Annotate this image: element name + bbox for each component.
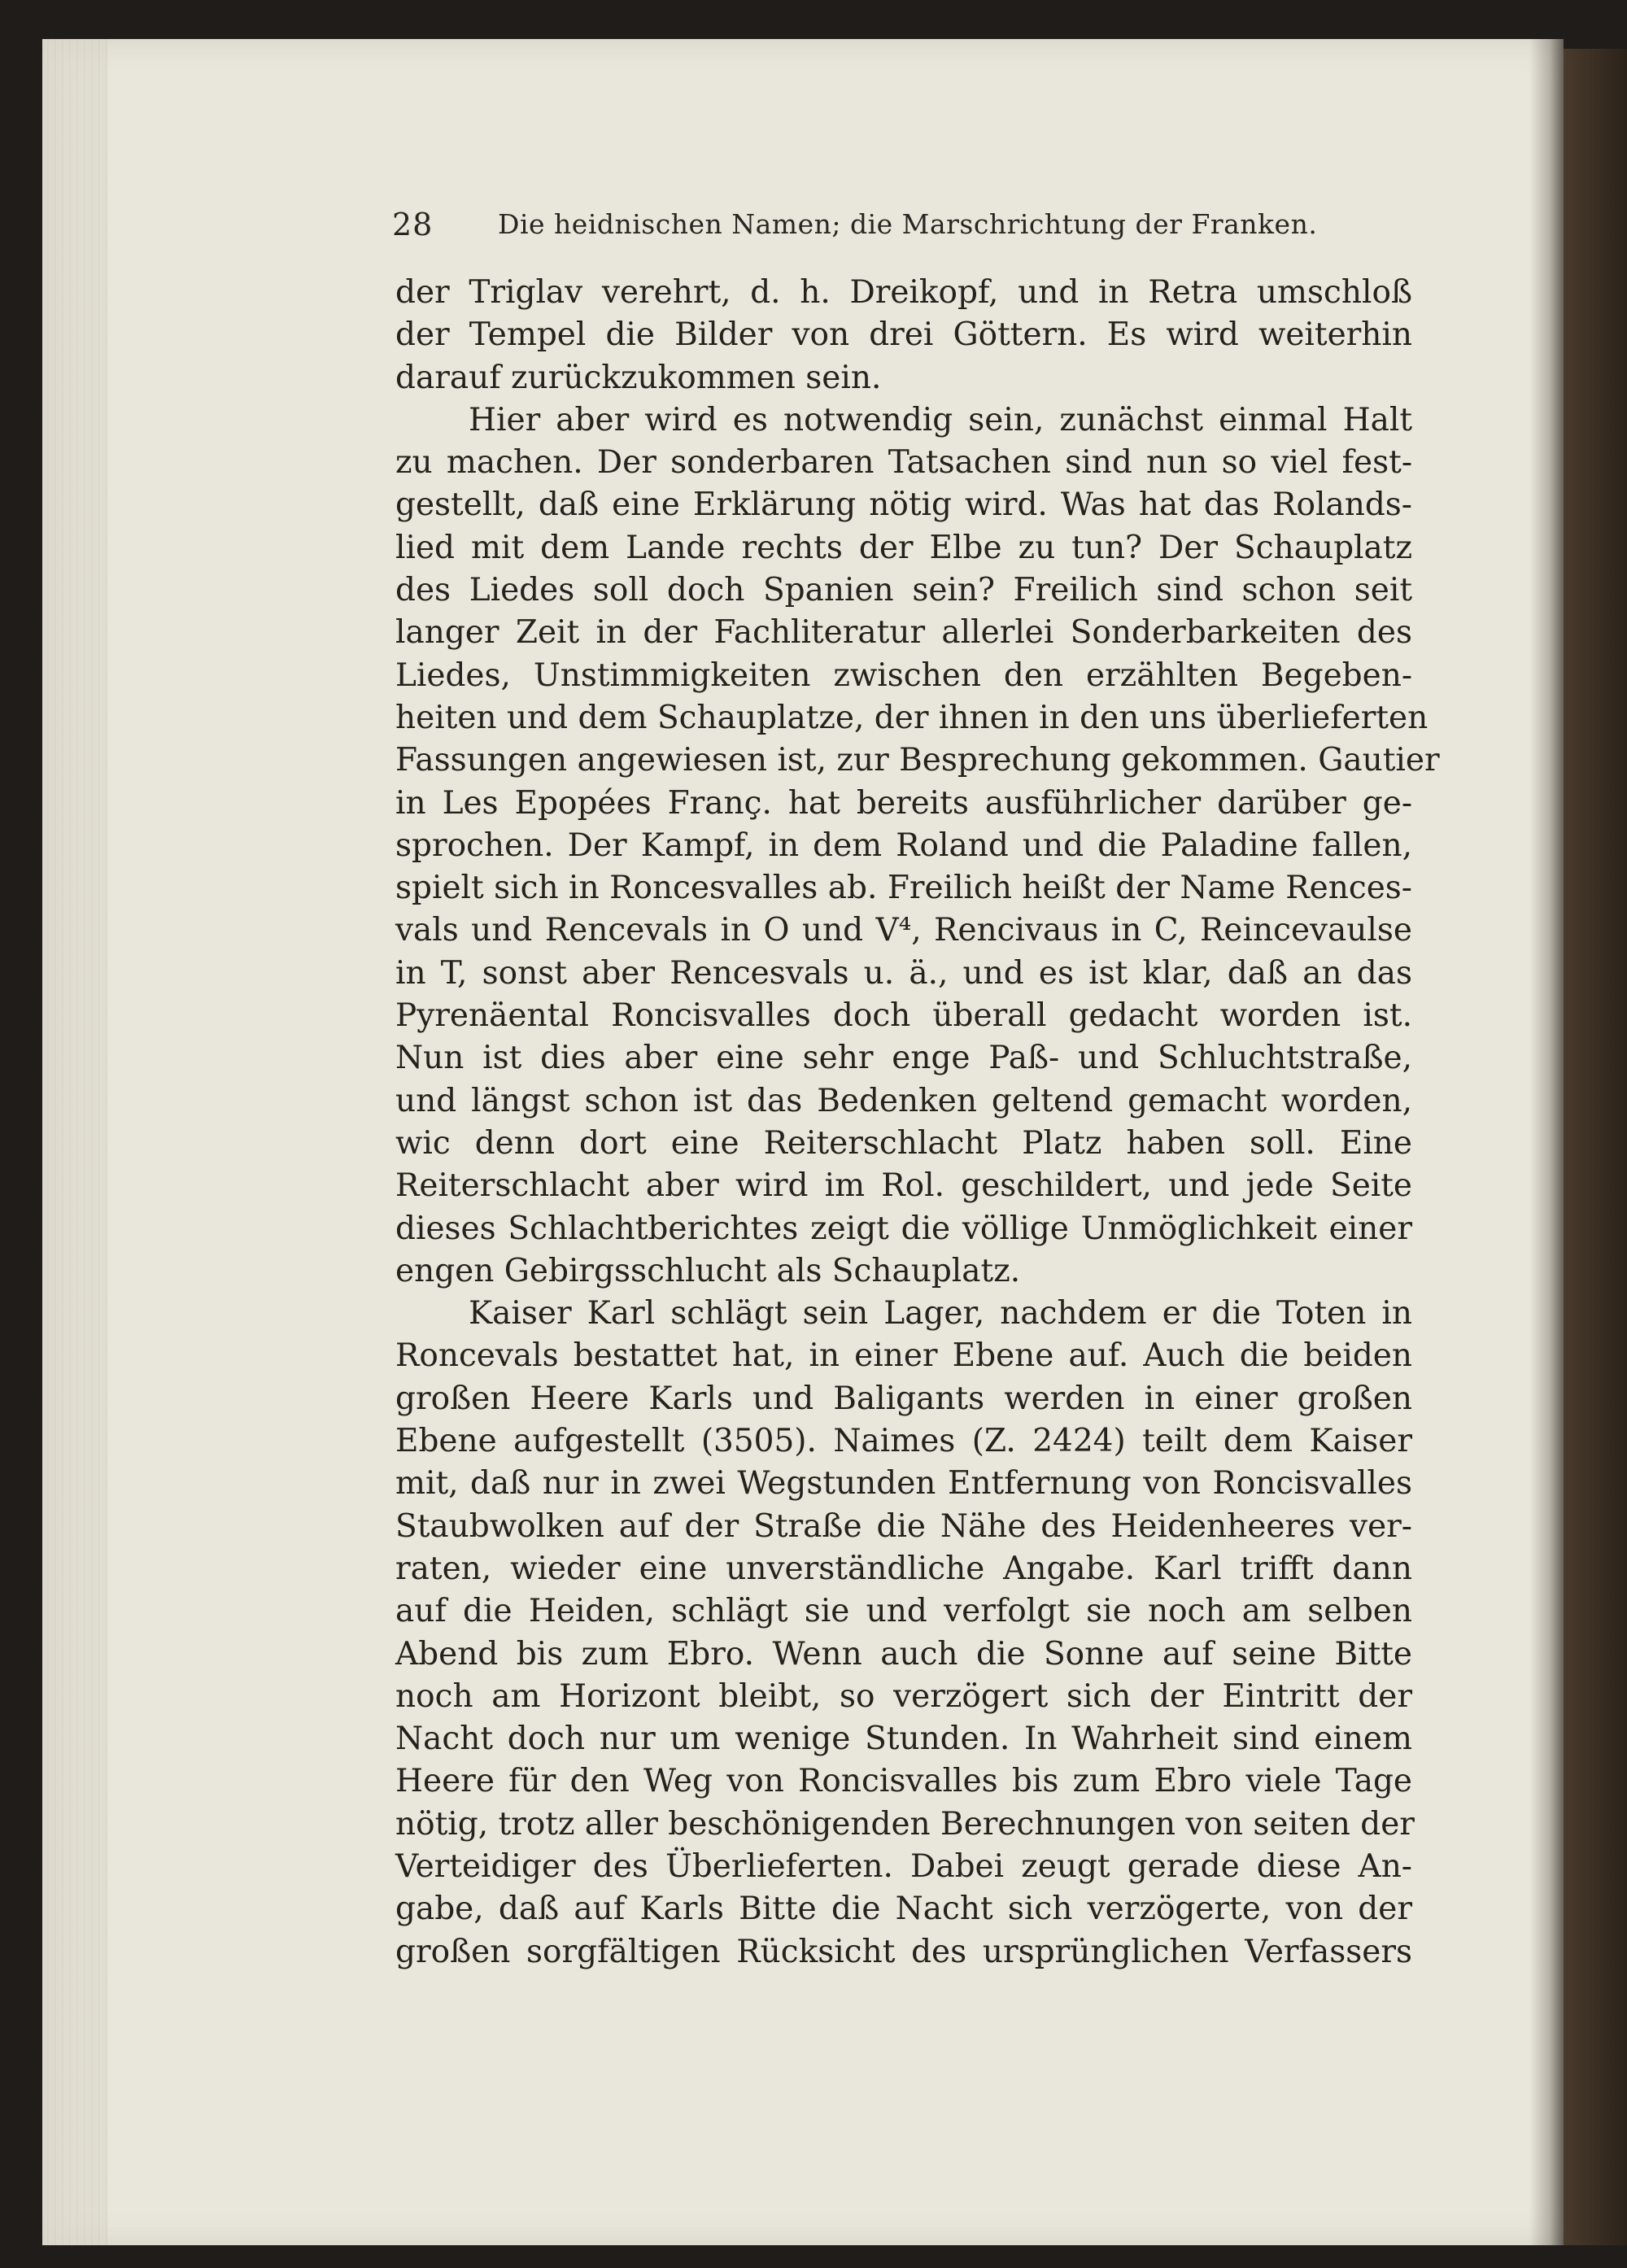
text-line: Liedes, Unstimmigkeiten zwischen den erzählten Begeben- bbox=[395, 656, 1412, 694]
text-line: Pyrenäental Roncisvalles doch überall gedacht worden ist. bbox=[395, 997, 1412, 1035]
text-line: Staubwolken auf der Straße die Nähe des Heidenheeres ver- bbox=[395, 1507, 1412, 1545]
text-line: des Liedes soll doch Spanien sein? Freilich sind schon seit bbox=[395, 572, 1412, 609]
text-line: Abend bis zum Ebro. Wenn auch die Sonne auf seine Bitte bbox=[395, 1635, 1412, 1673]
text-line: der Triglav verehrt, d. h. Dreikopf, und in Retra umschloß bbox=[395, 274, 1412, 311]
text-line: Verteidiger des Überlieferten. Dabei zeugt gerade diese An- bbox=[395, 1847, 1412, 1885]
text-line: dieses Schlachtberichtes zeigt die völlige Unmöglichkeit einer bbox=[395, 1210, 1412, 1247]
text-line: Heere für den Weg von Roncisvalles bis zum Ebro viele Tage bbox=[395, 1763, 1412, 1800]
text-line: gabe, daß auf Karls Bitte die Nacht sich verzögerte, von der bbox=[395, 1891, 1412, 1928]
text-line: engen Gebirgsschlucht als Schauplatz. bbox=[395, 1252, 1021, 1289]
page-edges bbox=[42, 39, 107, 2245]
text-line: Kaiser Karl schlägt sein Lager, nachdem er die Toten in bbox=[469, 1295, 1412, 1332]
text-line: Hier aber wird es notwendig sein, zunächst einmal Halt bbox=[469, 401, 1412, 438]
text-line: raten, wieder eine unverständliche Angabe. Karl trifft dann bbox=[395, 1550, 1412, 1587]
text-line: spielt sich in Roncesvalles ab. Freilich heißt der Name Rences- bbox=[395, 870, 1412, 907]
text-line: der Tempel die Bilder von drei Göttern. Es wird weiterhin bbox=[395, 316, 1412, 354]
facing-page-edge bbox=[1564, 49, 1627, 2245]
body-text bbox=[395, 272, 1440, 1974]
page-number: 28 bbox=[392, 207, 434, 242]
text-line: Reiterschlacht aber wird im Rol. geschildert, und jede Seite bbox=[395, 1167, 1412, 1205]
text-line: nötig, trotz aller beschönigenden Berechnungen von seiten der bbox=[395, 1805, 1415, 1843]
text-line: Roncevals bestattet hat, in einer Ebene auf. Auch die beiden bbox=[395, 1337, 1412, 1375]
text-line: gestellt, daß eine Erklärung nötig wird. Was hat das Rolands- bbox=[395, 486, 1412, 524]
text-line: großen sorgfältigen Rücksicht des ursprünglichen Verfassers bbox=[395, 1933, 1412, 1970]
text-line: mit, daß nur in zwei Wegstunden Entfernung von Roncisvalles bbox=[395, 1465, 1412, 1503]
text-line: lied mit dem Lande rechts der Elbe zu tun? Der Schauplatz bbox=[395, 529, 1412, 566]
text-line: Fassungen angewiesen ist, zur Besprechung gekommen. Gautier bbox=[395, 742, 1440, 779]
text-line: heiten und dem Schauplatze, der ihnen in den uns überlieferten bbox=[395, 699, 1429, 736]
text-line: auf die Heiden, schlägt sie und verfolgt sie noch am selben bbox=[395, 1593, 1412, 1630]
text-line: noch am Horizont bleibt, so verzögert sich der Eintritt der bbox=[395, 1677, 1412, 1715]
text-line: darauf zurückzukommen sein. bbox=[395, 359, 882, 396]
text-line: und längst schon ist das Bedenken geltend gemacht worden, bbox=[395, 1082, 1412, 1119]
text-line: Ebene aufgestellt (3505). Naimes (Z. 2424) teilt dem Kaiser bbox=[395, 1423, 1412, 1460]
text-line: langer Zeit in der Fachliteratur allerlei Sonderbarkeiten des bbox=[395, 614, 1412, 652]
text-line: Nacht doch nur um wenige Stunden. In Wahrheit sind einem bbox=[395, 1721, 1412, 1758]
text-line: wic denn dort eine Reiterschlacht Platz haben soll. Eine bbox=[395, 1124, 1412, 1162]
text-line: vals und Rencevals in O und V⁴, Rencivaus in C, Reincevaulse bbox=[395, 912, 1412, 949]
text-line: großen Heere Karls und Baligants werden in einer großen bbox=[395, 1380, 1412, 1417]
text-line: sprochen. Der Kampf, in dem Roland und die Paladine fallen, bbox=[395, 827, 1412, 864]
gutter-shadow bbox=[1529, 39, 1564, 2245]
page-header bbox=[392, 203, 1417, 246]
text-line: in T, sonst aber Rencesvals u. ä., und es ist klar, daß an das bbox=[395, 954, 1412, 992]
text-line: in Les Epopées Franç. hat bereits ausführlicher darüber ge- bbox=[395, 784, 1412, 822]
text-line: zu machen. Der sonderbaren Tatsachen sind nun so viel fest- bbox=[395, 444, 1412, 482]
text-line: Nun ist dies aber eine sehr enge Paß- und Schluchtstraße, bbox=[395, 1040, 1412, 1077]
running-head: Die heidnischen Namen; die Marschrichtung der Franken. bbox=[498, 208, 1318, 240]
